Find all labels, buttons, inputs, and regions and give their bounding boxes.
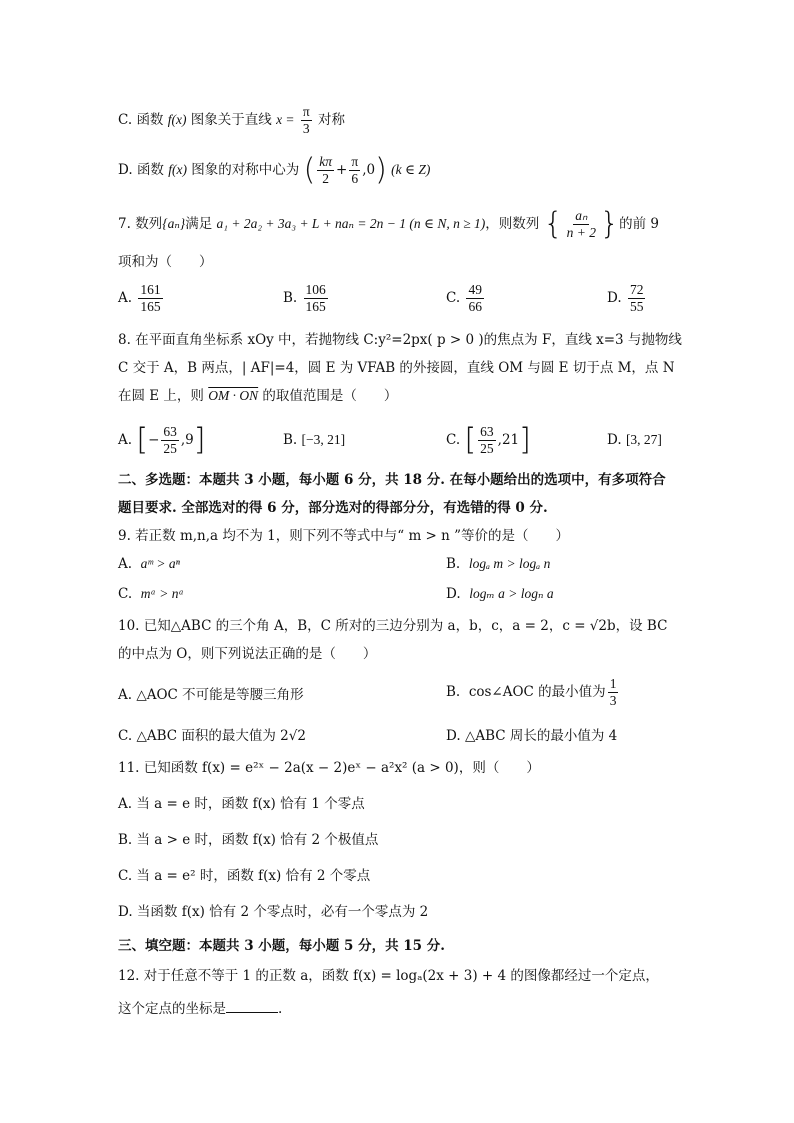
- q6-option-d: [118, 154, 430, 187]
- fraction: [161, 424, 179, 457]
- right-bracket: ]: [519, 422, 531, 458]
- math-expr: logₘ a > logₙ a: [469, 586, 554, 601]
- answer-blank[interactable]: [226, 998, 278, 1013]
- left-paren: (: [303, 152, 316, 188]
- math-expr: {aₙ}: [162, 216, 186, 231]
- denominator: 165: [140, 299, 161, 314]
- fraction: [138, 282, 162, 315]
- numerator: 63: [163, 424, 177, 439]
- q9-stem: 9. 若正数 m,n,a 均不为 1，则下列不等式中与“ m > n ”等价的是（ ）: [118, 528, 570, 544]
- q6-option-c: [118, 104, 345, 137]
- option-label: A.: [118, 432, 133, 448]
- text: ,0: [362, 162, 376, 178]
- q10-option-a: [118, 683, 304, 703]
- fraction: [478, 424, 496, 457]
- q8-stem-line3: [118, 386, 397, 406]
- math-expr: (k ∈ Z): [391, 162, 431, 177]
- section-2-heading-line2: 题目要求. 全部选对的得 6 分，部分选对的得部分分，有选错的得 0 分.: [118, 500, 548, 516]
- option-label: A.: [118, 687, 133, 703]
- numerator: 49: [468, 282, 482, 297]
- math-expr: [−3, 21]: [301, 432, 346, 447]
- q7-stem-line1: [118, 208, 659, 241]
- numerator: π: [302, 104, 310, 119]
- option-label: B.: [446, 684, 461, 700]
- option-label: C.: [446, 432, 461, 448]
- right-paren: ): [375, 152, 387, 188]
- option-label: D.: [607, 290, 622, 306]
- fraction: [304, 282, 328, 315]
- math-expr: aᵐ > aⁿ: [140, 556, 180, 571]
- q8-option-a: [118, 424, 205, 457]
- q10-stem-line2: 的中点为 O，则下列说法正确的是（ ）: [118, 646, 377, 662]
- math-expr: logₐ m > logₐ n: [468, 556, 551, 571]
- numerator: aₙ: [575, 208, 588, 223]
- q10-option-d: [446, 724, 617, 744]
- denominator: 55: [629, 299, 644, 314]
- option-text: △ABC 面积的最大值为 2√2: [136, 728, 306, 744]
- fraction: [466, 282, 484, 315]
- option-label: B.: [283, 290, 298, 306]
- text: 图象关于直线: [190, 112, 272, 128]
- denominator: 2: [322, 171, 330, 186]
- text: 函数: [136, 112, 164, 128]
- q8-option-b: [283, 432, 345, 448]
- q12-stem-line1: 12. 对于任意不等于 1 的正数 a，函数 f(x) = logₐ(2x + 3) + 4 的图像都经过一个定点，: [118, 968, 659, 984]
- q7-option-a: [118, 282, 165, 315]
- q7-option-d: [607, 282, 647, 315]
- q11-option-d: D. 当函数 f(x) 恰有 2 个零点时，必有一个零点为 2: [118, 904, 429, 920]
- fraction: [301, 104, 312, 137]
- numerator: π: [351, 154, 359, 169]
- q11-stem: 11. 已知函数 f(x) = e²ˣ − 2a(x − 2)eˣ − a²x² (a > 0)，则（ ）: [118, 760, 540, 776]
- option-label: D.: [446, 586, 461, 602]
- option-label: B.: [283, 432, 298, 448]
- math-expr: f(x): [167, 112, 187, 127]
- q8-stem-line2: C 交于 A，B 两点，| AF|=4，圆 E 为 VFAB 的外接圆，直线 OM 与圆 E 切于点 M，点 N: [118, 360, 675, 376]
- q8-option-d: [607, 432, 662, 448]
- q11-option-c: C. 当 a = e² 时，函数 f(x) 恰有 2 个零点: [118, 868, 371, 884]
- denominator: 3: [302, 121, 310, 136]
- left-bracket: [: [136, 422, 149, 458]
- denominator: 6: [351, 171, 359, 186]
- option-label: C.: [118, 728, 133, 744]
- numerator: 63: [480, 424, 494, 439]
- math-expr: a₁ + 2a₂ + 3a₃ + L + naₙ = 2n − 1 (n ∈ N, n ≥ 1): [216, 216, 486, 231]
- q7-stem-line2: 项和为（ ）: [118, 254, 213, 270]
- option-label: A.: [118, 290, 133, 306]
- left-bracket: [: [464, 422, 477, 458]
- denominator: 25: [480, 441, 494, 456]
- text: ,21: [497, 432, 520, 448]
- math-expr: [3, 27]: [625, 432, 662, 447]
- section-2-heading-line1: 二、多选题：本题共 3 小题，每小题 6 分，共 18 分. 在每小题给出的选项中，有多项符合: [118, 472, 666, 488]
- denominator: 3: [609, 693, 617, 708]
- q8-option-c: [446, 424, 531, 457]
- fraction: [565, 208, 598, 241]
- right-bracket: ]: [193, 422, 206, 458]
- q11-option-a: A. 当 a = e 时，函数 f(x) 恰有 1 个零点: [118, 796, 365, 812]
- q9-option-d: [446, 586, 554, 602]
- option-label: D.: [607, 432, 622, 448]
- fraction: [608, 676, 619, 709]
- q10-option-b: [446, 676, 620, 709]
- option-label: A.: [118, 556, 133, 572]
- math-expr: x =: [276, 112, 295, 127]
- q7-option-b: [283, 282, 330, 315]
- text: 在圆 E 上，则: [118, 388, 204, 404]
- text: 的取值范围是（ ）: [262, 388, 398, 404]
- vector-expr: OM · ON: [208, 388, 259, 403]
- numerator: 1: [609, 676, 617, 691]
- q10-option-c: [118, 724, 306, 744]
- q9-option-a: [118, 556, 180, 572]
- text: ，则数列: [485, 216, 540, 232]
- right-brace: }: [600, 206, 620, 242]
- denominator: 165: [305, 299, 326, 314]
- q12-stem-line2: [118, 998, 282, 1019]
- text: 图象的对称中心为: [191, 162, 300, 178]
- fraction: [317, 154, 334, 187]
- denominator: 25: [163, 441, 177, 456]
- q10-stem-line1: 10. 已知△ABC 的三个角 A，B，C 所对的三边分别为 a，b，c，a = 2，c = √2b，设 BC: [118, 618, 668, 634]
- option-label: C.: [118, 112, 133, 128]
- math-expr: mᵃ > nᵃ: [140, 586, 184, 601]
- numerator: 72: [629, 282, 644, 297]
- denominator: n + 2: [566, 225, 597, 240]
- option-text: △ABC 周长的最小值为 4: [464, 728, 618, 744]
- left-brace: {: [543, 206, 563, 242]
- numerator: 106: [305, 282, 326, 297]
- math-expr: f(x): [168, 162, 187, 177]
- q9-option-c: [118, 586, 184, 602]
- text: 满足: [185, 216, 213, 232]
- text: 这个定点的坐标是: [118, 1001, 226, 1017]
- q7-option-c: [446, 282, 486, 315]
- text: ,9: [180, 432, 194, 448]
- option-label: D.: [446, 728, 461, 744]
- text: 函数: [136, 162, 164, 178]
- fraction: [349, 154, 360, 187]
- option-label: D.: [118, 162, 133, 178]
- text: −: [148, 432, 160, 448]
- denominator: 66: [468, 299, 482, 314]
- numerator: 161: [140, 282, 161, 297]
- fraction: [628, 282, 646, 315]
- option-text: △AOC 不可能是等腰三角形: [136, 687, 304, 703]
- option-text: cos∠AOC 的最小值为: [468, 684, 606, 700]
- section-3-heading: 三、填空题：本题共 3 小题，每小题 5 分，共 15 分.: [118, 938, 445, 954]
- text: +: [336, 162, 348, 178]
- question-number: 7.: [118, 216, 131, 232]
- text: 的前 9: [619, 216, 660, 232]
- text: .: [278, 1001, 283, 1017]
- q8-stem-line1: 8. 在平面直角坐标系 xOy 中，若抛物线 C:y²=2px( p > 0 )的焦点为 F，直线 x=3 与抛物线: [118, 332, 682, 348]
- q9-option-b: [446, 556, 550, 572]
- option-label: C.: [118, 586, 133, 602]
- numerator: kπ: [319, 154, 333, 169]
- q11-option-b: B. 当 a > e 时，函数 f(x) 恰有 2 个极值点: [118, 832, 379, 848]
- option-label: B.: [446, 556, 461, 572]
- text: 对称: [317, 112, 345, 128]
- option-label: C.: [446, 290, 461, 306]
- text: 数列: [135, 216, 163, 232]
